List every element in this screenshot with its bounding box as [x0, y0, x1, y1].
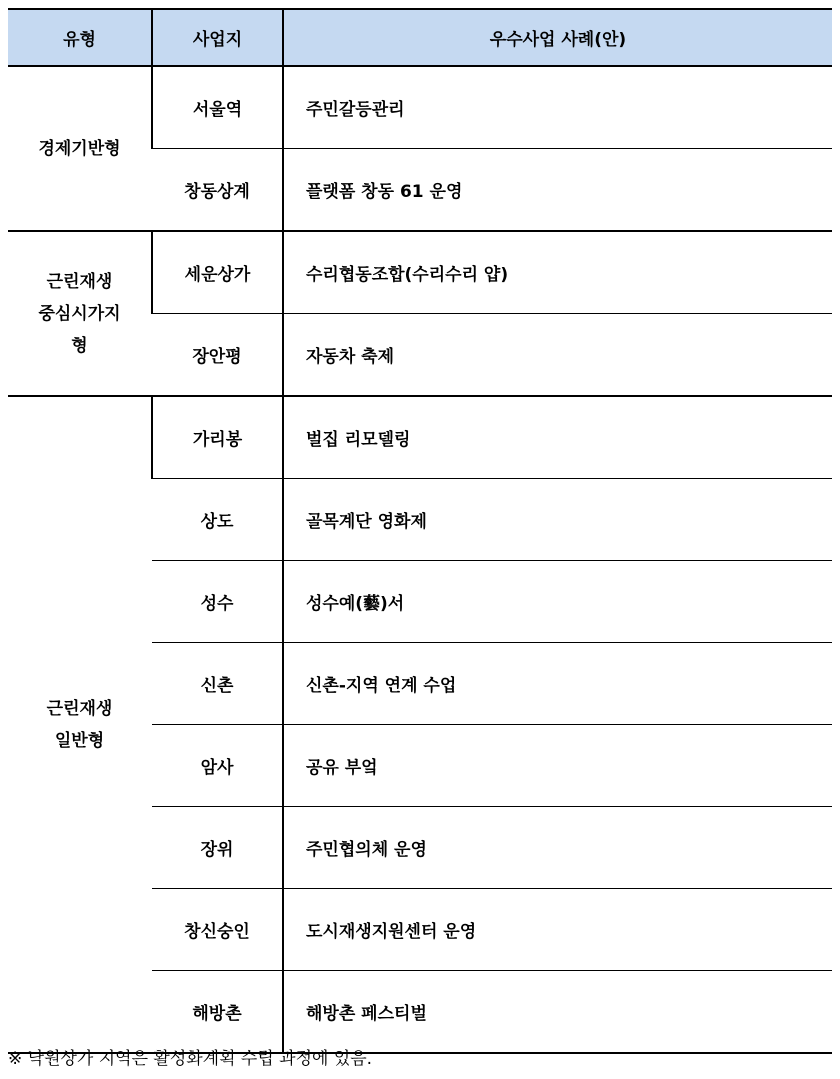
- site-cell: 서울역: [152, 66, 283, 149]
- type-cell: 경제기반형: [8, 66, 152, 231]
- table-row: [8, 396, 832, 479]
- type-line: 중심시가지: [38, 303, 121, 324]
- header-case: 우수사업 사례(안): [283, 9, 832, 66]
- case-cell: 자동차 축제: [283, 314, 832, 397]
- case-cell: 해방촌 페스티벌: [283, 971, 832, 1054]
- case-cell: 플랫폼 창동 61 운영: [283, 149, 832, 232]
- case-cell: 신촌-지역 연계 수업: [283, 643, 832, 725]
- case-cell: 수리협동조합(수리수리 얍): [283, 231, 832, 314]
- case-cell: 도시재생지원센터 운영: [283, 889, 832, 971]
- case-cell: 주민갈등관리: [283, 66, 832, 149]
- header-row: [8, 9, 832, 66]
- header-site: 사업지: [152, 9, 283, 66]
- type-cell: [8, 231, 152, 396]
- case-cell: 성수예(藝)서: [283, 561, 832, 643]
- type-line: 일반형: [54, 730, 105, 751]
- site-cell: 신촌: [152, 643, 283, 725]
- type-line: 형: [71, 335, 88, 356]
- table-row: [8, 231, 832, 314]
- type-line: 근린재생: [46, 271, 113, 292]
- case-cell: 벌집 리모델링: [283, 396, 832, 479]
- site-cell: 암사: [152, 725, 283, 807]
- site-cell: 상도: [152, 479, 283, 561]
- footnote: ※ 낙원상가 지역은 활성화계획 수립 과정에 있음.: [8, 1049, 373, 1069]
- header-type: 유형: [8, 9, 152, 66]
- case-cell: 공유 부엌: [283, 725, 832, 807]
- type-cell: [8, 396, 152, 1053]
- site-cell: 가리봉: [152, 396, 283, 479]
- site-cell: 창동상계: [152, 149, 283, 232]
- case-cell: 골목계단 영화제: [283, 479, 832, 561]
- site-cell: 세운상가: [152, 231, 283, 314]
- type-line: 근린재생: [46, 698, 113, 719]
- site-cell: 장위: [152, 807, 283, 889]
- site-cell: 창신숭인: [152, 889, 283, 971]
- best-practice-table: [8, 8, 832, 1054]
- site-cell: 성수: [152, 561, 283, 643]
- site-cell: 장안평: [152, 314, 283, 397]
- case-cell: 주민협의체 운영: [283, 807, 832, 889]
- table-row: [8, 66, 832, 149]
- site-cell: 해방촌: [152, 971, 283, 1054]
